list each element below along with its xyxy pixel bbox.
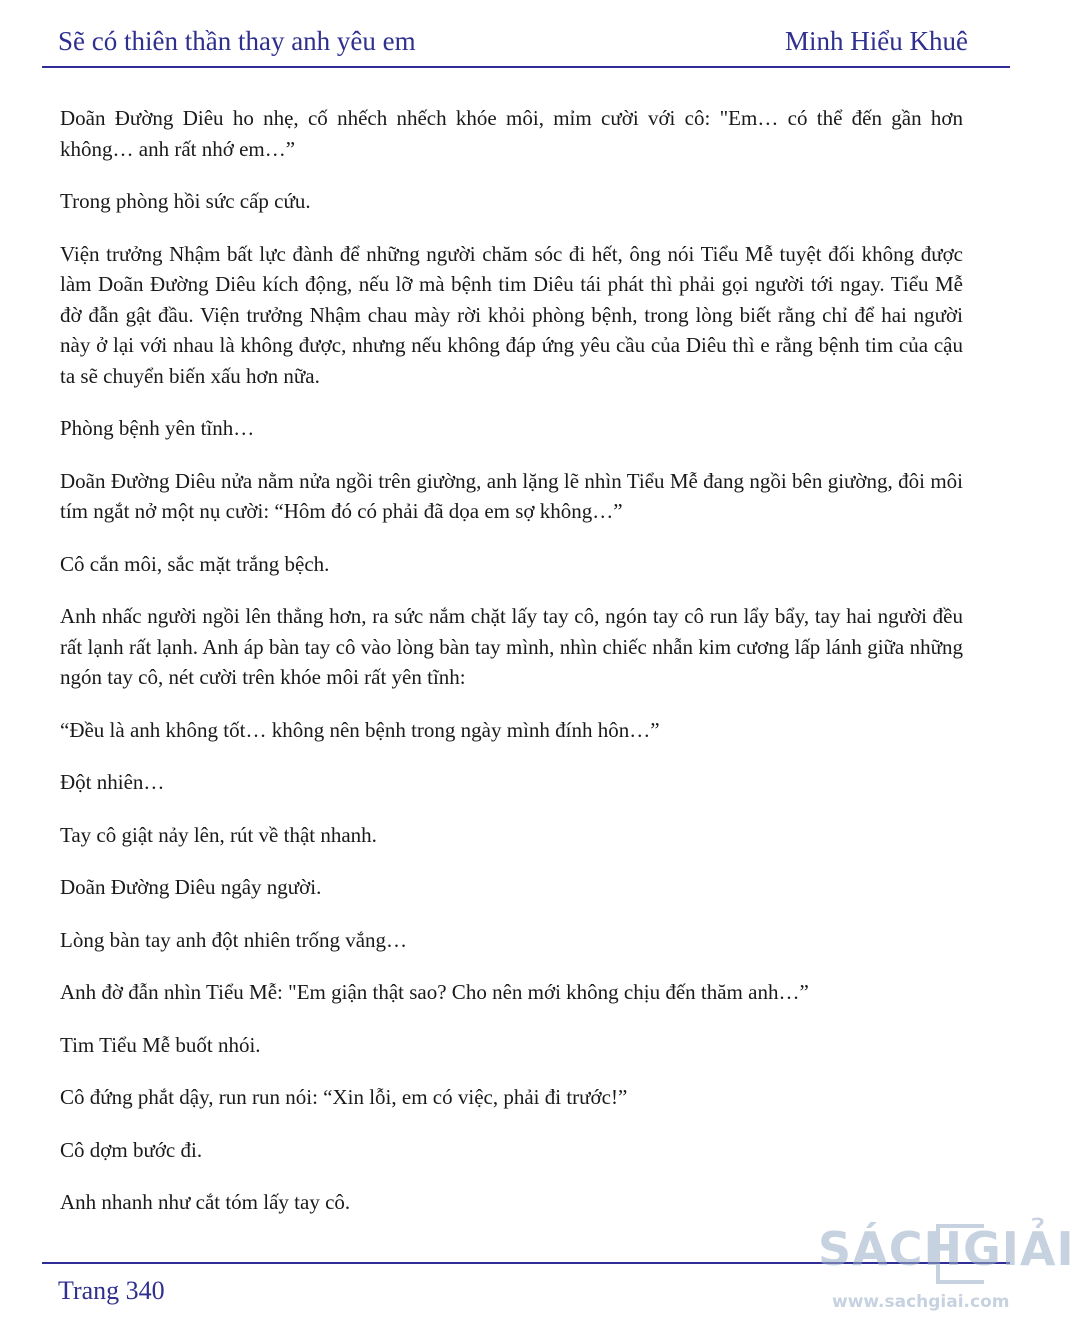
paragraph: Doãn Đường Diêu nửa nằm nửa ngồi trên giường, anh lặng lẽ nhìn Tiểu Mễ đang ngồi bên giường, đôi môi tím ngắt nở một nụ cười: “Hôm đó có phải đã dọa em sợ không…”	[60, 468, 963, 523]
book-author: Minh Hiểu Khuê	[785, 26, 968, 56]
book-title: Sẽ có thiên thần thay anh yêu em	[58, 26, 416, 56]
paragraph: Anh đờ đẫn nhìn Tiểu Mễ: "Em giận thật sao? Cho nên mới không chịu đến thăm anh…”	[60, 980, 809, 1004]
page-header	[42, 22, 1010, 68]
paragraph: Phòng bệnh yên tĩnh…	[60, 416, 255, 440]
watermark-url: www.sachgiai.com	[832, 1292, 1010, 1312]
paragraph: Cô dợm bước đi.	[60, 1137, 203, 1162]
page-number: Trang 340	[58, 1276, 165, 1305]
paragraph: Doãn Đường Diêu ngây người.	[60, 875, 322, 899]
watermark-logo	[818, 1222, 1075, 1322]
paragraph: Viện trưởng Nhậm bất lực đành để những người chăm sóc đi hết, ông nói Tiểu Mễ tuyệt đối không được làm Doãn Đường Diêu kích động, nếu lỡ mà bệnh tim Diêu tái phát thì phải gọi người tới ngay. Tiểu Mễ đờ đẫn gật đầu. Viện trưởng Nhậm chau mày rời khỏi phòng bệnh, trong lòng biết rằng chỉ để hai người này ở lại với nhau là không được, nhưng nếu không đáp ứng yêu cầu của Diêu thì e rằng bệnh tim của cậu ta sẽ chuyển biến xấu hơn nữa.	[60, 241, 963, 388]
paragraph: Anh nhanh như cắt tóm lấy tay cô.	[60, 1190, 351, 1214]
paragraph: Doãn Đường Diêu ho nhẹ, cố nhếch nhếch khóe môi, mỉm cười với cô: "Em… có thể đến gần hơn không… anh rất nhớ em…”	[60, 106, 963, 161]
paragraph: Anh nhấc người ngồi lên thẳng hơn, ra sức nắm chặt lấy tay cô, ngón tay cô run lẩy bẩy, tay hai người đều rất lạnh rất lạnh. Anh áp bàn tay cô vào lòng bàn tay mình, nhìn chiếc nhẫn kim cương lấp lánh giữa những ngón tay cô, nét cười trên khóe môi rất yên tĩnh:	[60, 604, 963, 689]
paragraph: Tay cô giật nảy lên, rút về thật nhanh.	[60, 822, 377, 847]
paragraph: Lòng bàn tay anh đột nhiên trống vắng…	[60, 927, 408, 952]
paragraph: Trong phòng hồi sức cấp cứu.	[60, 189, 311, 213]
paragraph: Tim Tiểu Mễ buốt nhói.	[60, 1032, 261, 1057]
paragraph: Đột nhiên…	[60, 770, 165, 794]
watermark-name: SÁCHGIẢI	[818, 1222, 1075, 1276]
paragraph: Cô cắn môi, sắc mặt trắng bệch.	[60, 551, 330, 576]
paragraph: “Đều là anh không tốt… không nên bệnh trong ngày mình đính hôn…”	[60, 717, 660, 742]
paragraph: Cô đứng phắt dậy, run run nói: “Xin lỗi, em có việc, phải đi trước!”	[60, 1085, 628, 1109]
page-body	[60, 103, 963, 1240]
